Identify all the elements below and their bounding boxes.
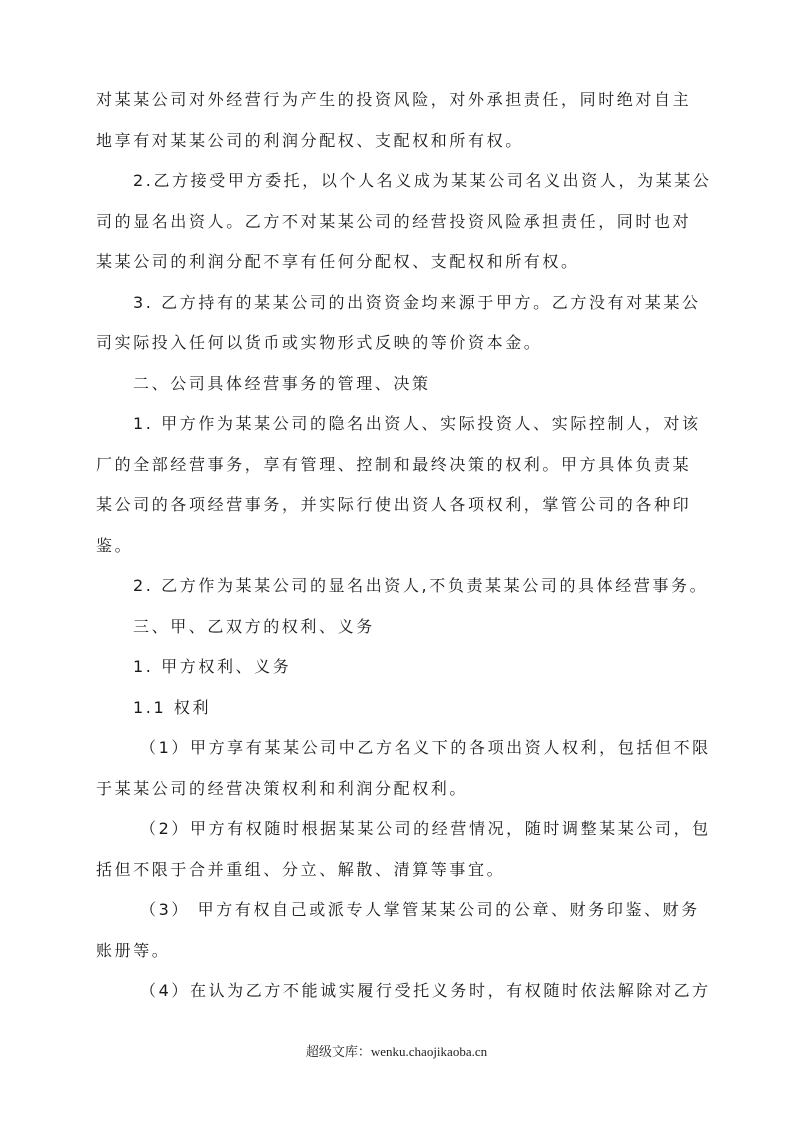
text-line: 某公司的各项经营事务，并实际行使出资人各项权利，掌管公司的各种印 xyxy=(96,495,692,514)
text-line: 括但不限于合并重组、分立、解散、清算等事宜。 xyxy=(96,860,506,879)
section-heading: 二、公司具体经营事务的管理、决策 xyxy=(133,374,431,393)
page-footer: 超级文库：wenku.chaojikaoba.cn xyxy=(305,1044,488,1059)
text-line: 地享有对某某公司的利润分配权、支配权和所有权。 xyxy=(96,131,524,150)
text-line: 对某某公司对外经营行为产生的投资风险，对外承担责任，同时绝对自主 xyxy=(96,90,692,109)
subsection-heading: 1.1 权利 xyxy=(133,698,212,717)
section-heading: 三、甲、乙双方的权利、义务 xyxy=(133,617,375,636)
text-line: 2. 乙方作为某某公司的显名出资人,不负责某某公司的具体经营事务。 xyxy=(133,576,709,595)
text-line: 司实际投入任何以货币或实物形式反映的等价资本金。 xyxy=(96,333,543,352)
text-line: 某某公司的利润分配不享有任何分配权、支配权和所有权。 xyxy=(96,252,580,271)
text-line: 账册等。 xyxy=(96,941,171,960)
text-line: 鉴。 xyxy=(96,536,134,555)
subsection-heading: 1. 甲方权利、义务 xyxy=(133,657,292,676)
text-line: （3） 甲方有权自己或派专人掌管某某公司的公章、财务印鉴、财务 xyxy=(140,900,700,919)
text-line: 2.乙方接受甲方委托，以个人名义成为某某公司名义出资人，为某某公 xyxy=(133,171,712,190)
text-line: （1）甲方享有某某公司中乙方名义下的各项出资人权利，包括但不限 xyxy=(140,738,711,757)
text-line: 厂的全部经营事务，享有管理、控制和最终决策的权利。甲方具体负责某 xyxy=(96,455,692,474)
text-line: （2）甲方有权随时根据某某公司的经营情况，随时调整某某公司，包 xyxy=(140,819,711,838)
text-line: （4）在认为乙方不能诚实履行受托义务时，有权随时依法解除对乙方 xyxy=(140,981,711,1000)
text-line: 3. 乙方持有的某某公司的出资资金均来源于甲方。乙方没有对某某公 xyxy=(133,293,701,312)
text-line: 1. 甲方作为某某公司的隐名出资人、实际投资人、实际控制人，对该 xyxy=(133,414,701,433)
text-line: 于某某公司的经营决策权利和利润分配权利。 xyxy=(96,779,469,798)
text-line: 司的显名出资人。乙方不对某某公司的经营投资风险承担责任，同时也对 xyxy=(96,212,692,231)
